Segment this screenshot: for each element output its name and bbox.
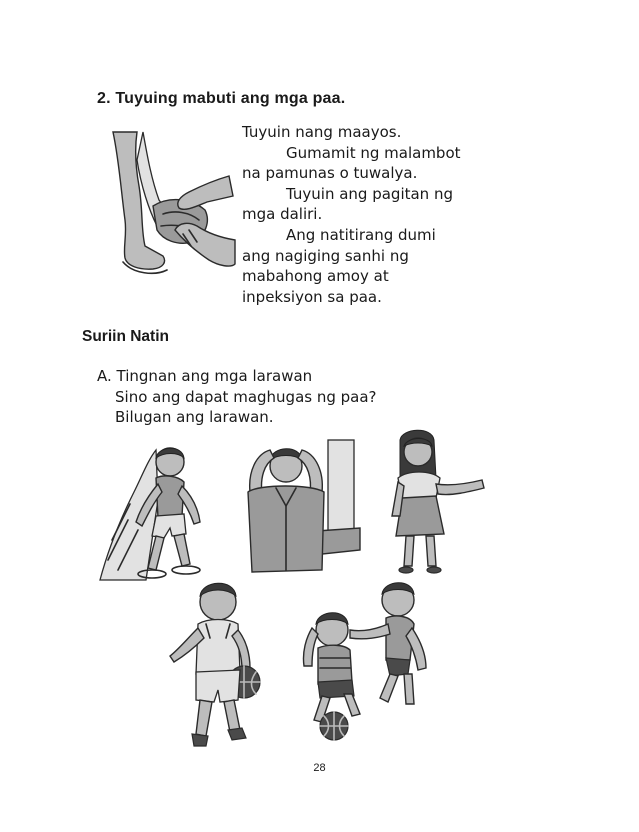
section-title: Suriin Natin (82, 328, 169, 345)
girl-with-towel-icon (388, 430, 488, 580)
foot-drying-illustration-icon (105, 130, 235, 280)
boy-wading-in-water-icon (98, 440, 218, 590)
instruction-line: Tuyuin nang maayos. (242, 123, 402, 141)
page-number: 28 (313, 762, 326, 774)
step-instructions (242, 122, 542, 307)
instruction-line: inpeksiyon sa paa. (242, 287, 382, 306)
instruction-line: Gumamit ng malambot (286, 143, 461, 162)
task-line: Sino ang dapat maghugas ng paa? (115, 387, 377, 406)
instruction-line: Ang natitirang dumi (286, 225, 436, 244)
instruction-line: Tuyuin ang pagitan ng (286, 184, 453, 203)
instruction-line: na pamunas o tuwalya. (242, 164, 418, 183)
man-washing-face-at-sink-icon (232, 432, 362, 582)
instruction-line: mabahong amoy at (242, 267, 389, 286)
task-line: Bilugan ang larawan. (115, 408, 274, 427)
boy-with-basketball-icon (166, 578, 270, 754)
task-line: A. Tingnan ang mga larawan (97, 367, 313, 385)
instruction-line: ang nagiging sanhi ng (242, 246, 409, 265)
task-instructions (97, 366, 377, 428)
step-heading: 2. Tuyuing mabuti ang mga paa. (97, 90, 346, 107)
instruction-line: mga daliri. (242, 205, 323, 224)
boys-playing-football-icon (294, 574, 434, 744)
